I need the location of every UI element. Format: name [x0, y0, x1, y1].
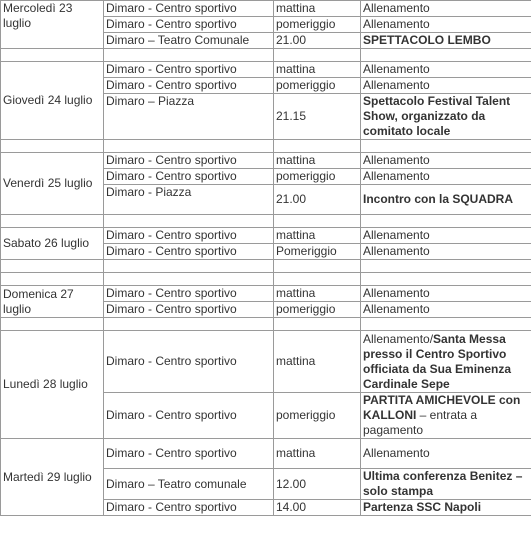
time-cell: pomeriggio — [274, 169, 361, 185]
event-cell: Allenamento — [361, 286, 531, 302]
table-row — [1, 1, 531, 17]
event-main: PARTITA AMICHEVOLE con KALLONI — [363, 393, 521, 422]
place-cell: Dimaro - Centro sportivo — [104, 331, 274, 393]
event-cell: Allenamento — [361, 302, 531, 318]
spacer-row — [1, 49, 531, 62]
place-cell: Dimaro - Centro sportivo — [104, 169, 274, 185]
day-cell: Venerdì 25 luglio — [1, 153, 104, 215]
spacer-row — [1, 215, 531, 228]
event-cell: Partenza SSC Napoli — [361, 500, 531, 516]
place-cell: Dimaro - Centro sportivo — [104, 302, 274, 318]
event-cell: Allenamento — [361, 228, 531, 244]
day-cell: Martedì 29 luglio — [1, 439, 104, 516]
day-cell: Domenica 27 luglio — [1, 286, 104, 318]
table-row — [1, 153, 531, 169]
place-cell: Dimaro - Centro sportivo — [104, 439, 274, 469]
place-cell: Dimaro - Centro sportivo — [104, 228, 274, 244]
event-cell — [361, 331, 531, 393]
event-cell: Allenamento — [361, 439, 531, 469]
event-cell: Allenamento — [361, 78, 531, 94]
spacer-row — [1, 140, 531, 153]
place-cell: Dimaro - Centro sportivo — [104, 500, 274, 516]
event-cell: Allenamento — [361, 1, 531, 17]
time-cell: pomeriggio — [274, 78, 361, 94]
time-cell: mattina — [274, 331, 361, 393]
day-cell: Sabato 26 luglio — [1, 228, 104, 260]
time-cell: 21.15 — [274, 94, 361, 140]
event-cell: Spettacolo Festival Talent Show, organizzato da comitato locale — [361, 94, 531, 140]
time-cell: 21.00 — [274, 185, 361, 215]
time-cell: mattina — [274, 228, 361, 244]
place-cell: Dimaro - Centro sportivo — [104, 62, 274, 78]
place-cell: Dimaro – Teatro Comunale — [104, 33, 274, 49]
place-cell: Dimaro - Centro sportivo — [104, 244, 274, 260]
spacer-row — [1, 318, 531, 331]
spacer-row — [1, 273, 531, 286]
event-cell: SPETTACOLO LEMBO — [361, 33, 531, 49]
place-cell: Dimaro - Centro sportivo — [104, 17, 274, 33]
event-tail: – entrata a pagamento — [363, 408, 478, 437]
event-lead: Allenamento/ — [363, 331, 434, 346]
time-cell: pomeriggio — [274, 302, 361, 318]
place-cell: Dimaro - Centro sportivo — [104, 1, 274, 17]
day-cell: Giovedì 24 luglio — [1, 62, 104, 140]
event-cell: Incontro con la SQUADRA — [361, 185, 531, 215]
event-cell: Allenamento — [361, 62, 531, 78]
day-cell: Lunedì 28 luglio — [1, 331, 104, 439]
place-cell: Dimaro - Centro sportivo — [104, 153, 274, 169]
time-cell: mattina — [274, 286, 361, 302]
time-cell: Pomeriggio — [274, 244, 361, 260]
time-cell: 21.00 — [274, 33, 361, 49]
place-cell: Dimaro – Teatro comunale — [104, 469, 274, 500]
event-cell: Allenamento — [361, 169, 531, 185]
event-cell: Ultima conferenza Benitez – solo stampa — [361, 469, 531, 500]
event-main: Santa Messa presso il Centro Sportivo officiata da Sua Eminenza Cardinale Sepe — [363, 331, 512, 391]
place-cell: Dimaro - Centro sportivo — [104, 78, 274, 94]
table-row — [1, 228, 531, 244]
place-cell: Dimaro – Piazza — [104, 94, 274, 140]
spacer-row — [1, 260, 531, 273]
time-cell: mattina — [274, 1, 361, 17]
event-cell: Allenamento — [361, 17, 531, 33]
event-cell: Allenamento — [361, 244, 531, 260]
time-cell: pomeriggio — [274, 17, 361, 33]
time-cell: pomeriggio — [274, 393, 361, 439]
place-cell: Dimaro - Centro sportivo — [104, 286, 274, 302]
day-cell: Mercoledì 23 luglio — [1, 1, 104, 49]
event-cell: Allenamento — [361, 153, 531, 169]
table-row — [1, 331, 531, 393]
table-row — [1, 62, 531, 78]
time-cell: 12.00 — [274, 469, 361, 500]
time-cell: mattina — [274, 62, 361, 78]
time-cell: mattina — [274, 153, 361, 169]
time-cell: mattina — [274, 439, 361, 469]
place-cell: Dimaro - Centro sportivo — [104, 393, 274, 439]
table-row — [1, 439, 531, 469]
table-row — [1, 286, 531, 302]
time-cell: 14.00 — [274, 500, 361, 516]
place-cell: Dimaro - Piazza — [104, 185, 274, 215]
event-cell — [361, 393, 531, 439]
